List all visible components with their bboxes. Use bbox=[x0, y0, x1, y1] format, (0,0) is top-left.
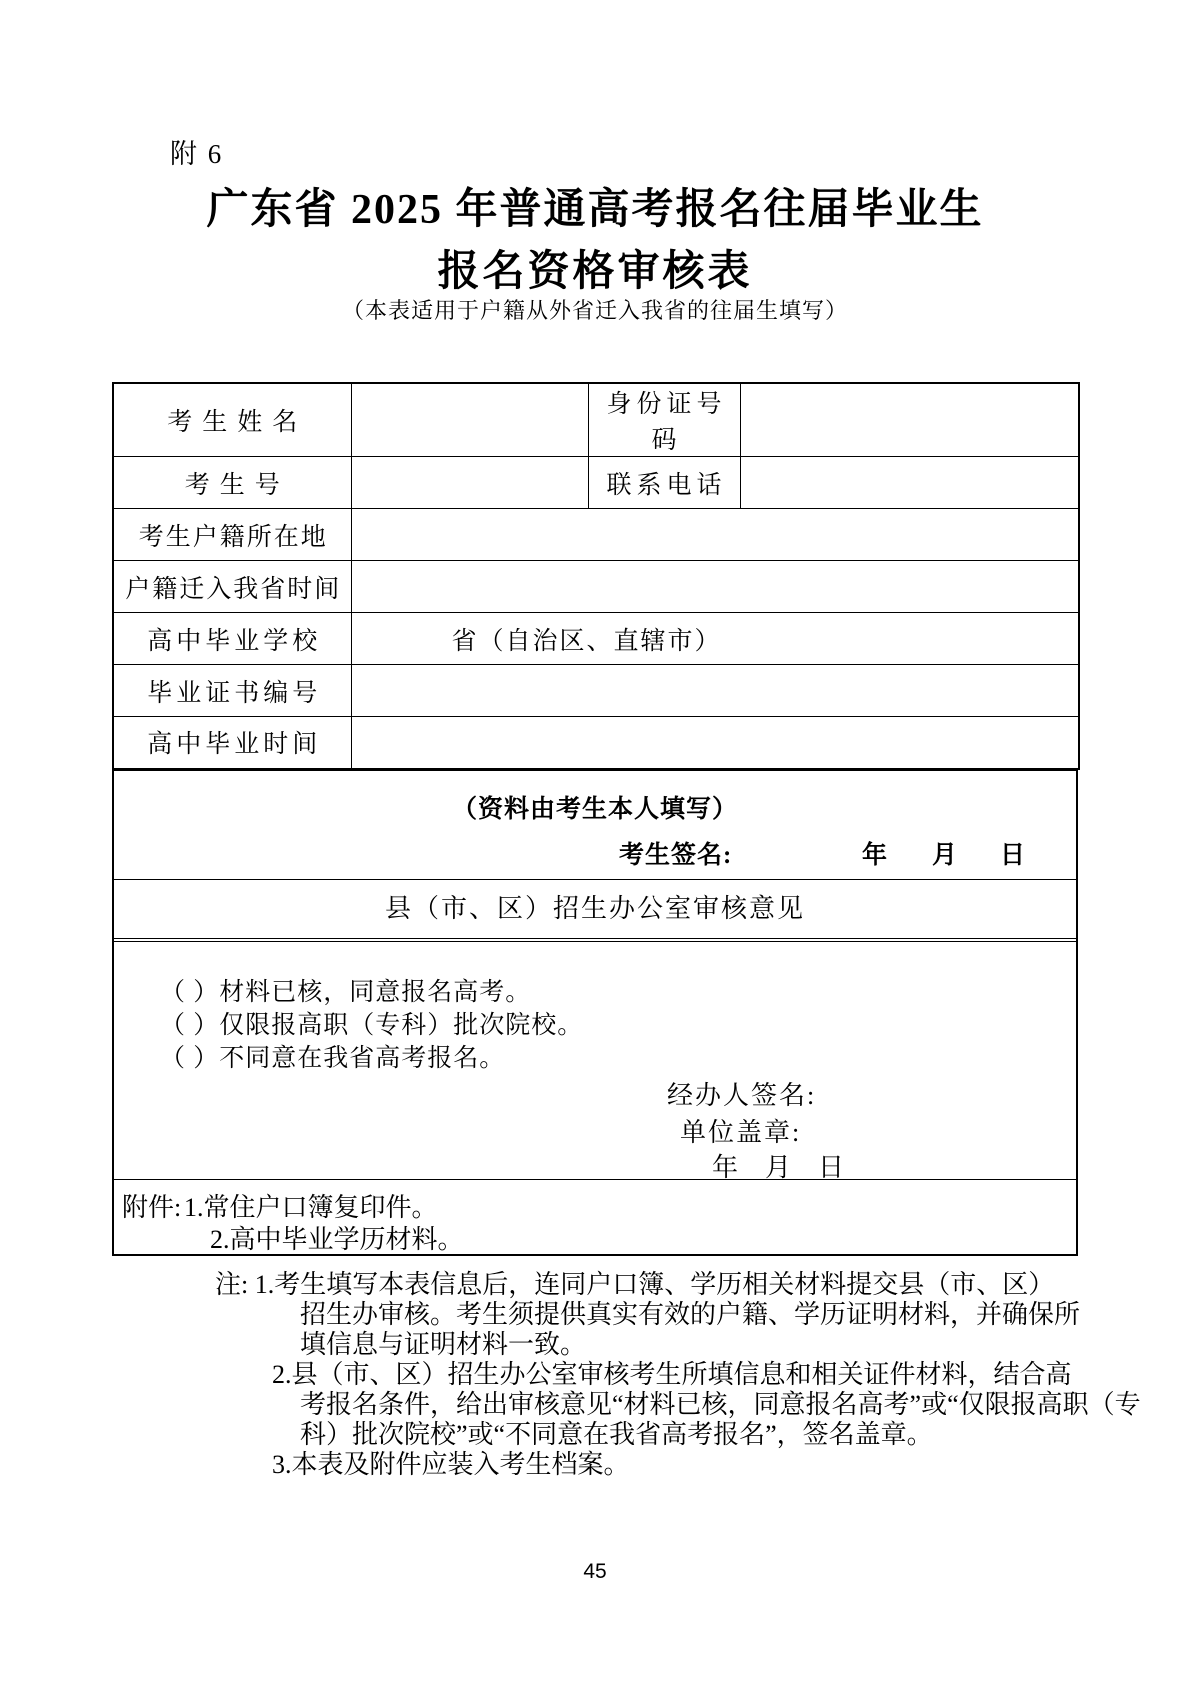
table-row bbox=[113, 561, 1079, 613]
page-number: 45 bbox=[583, 1560, 607, 1583]
residence-label: 考生户籍所在地 bbox=[113, 509, 351, 561]
review-options-section bbox=[114, 942, 1076, 1180]
move-in-date-input[interactable] bbox=[351, 561, 1079, 613]
note-line: 注: 1.考生填写本表信息后，连同户口簿、学历相关材料提交县（市、区） bbox=[215, 1270, 1055, 1299]
sign-month-label: 月 bbox=[932, 842, 958, 869]
page-title-line1: 广东省 2025 年普通高考报名往届毕业生 bbox=[206, 187, 984, 233]
date-year-label: 年 bbox=[712, 1153, 739, 1182]
option-approve: （ ）材料已核，同意报名高考。 bbox=[160, 979, 532, 1006]
name-input[interactable] bbox=[351, 383, 588, 457]
residence-input[interactable] bbox=[351, 509, 1079, 561]
graduation-school-input[interactable]: 省（自治区、直辖市） bbox=[351, 613, 1079, 665]
note-line: 2.县（市、区）招生办公室审核考生所填信息和相关证件材料，结合高 bbox=[272, 1360, 1072, 1389]
table-row bbox=[113, 457, 1079, 509]
graduation-date-input[interactable] bbox=[351, 717, 1079, 769]
sign-day-label: 日 bbox=[1000, 842, 1026, 869]
note-line: 3.本表及附件应装入考生档案。 bbox=[272, 1450, 630, 1479]
applicant-info-table bbox=[112, 382, 1080, 770]
table-row bbox=[113, 717, 1079, 769]
phone-input[interactable] bbox=[740, 457, 1079, 509]
attachments-section bbox=[114, 1180, 1076, 1254]
candidate-signature-label: 考生签名: bbox=[619, 842, 733, 869]
option-vocational-only: （ ）仅限报高职（专科）批次院校。 bbox=[160, 1012, 584, 1039]
appendix-label: 附 6 bbox=[170, 139, 224, 169]
review-table bbox=[112, 769, 1078, 1256]
table-row bbox=[113, 613, 1079, 665]
certificate-number-input[interactable] bbox=[351, 665, 1079, 717]
phone-label: 联系电话 bbox=[588, 457, 740, 509]
date-day-label: 日 bbox=[818, 1153, 845, 1182]
note-line: 科）批次院校”或“不同意在我省高考报名”，签名盖章。 bbox=[300, 1420, 933, 1449]
attachment-item: 1.常住户口簿复印件。 bbox=[184, 1193, 438, 1222]
office-review-header-row bbox=[114, 880, 1076, 942]
candidate-number-input[interactable] bbox=[351, 457, 588, 509]
certificate-number-label: 毕业证书编号 bbox=[113, 665, 351, 717]
name-label: 考生姓名 bbox=[113, 383, 351, 457]
table-row bbox=[113, 383, 1079, 457]
attachment-item: 2.高中毕业学历材料。 bbox=[210, 1225, 464, 1254]
candidate-number-label: 考生号 bbox=[113, 457, 351, 509]
notes-section bbox=[112, 1270, 1141, 1480]
table-row bbox=[113, 665, 1079, 717]
sign-year-label: 年 bbox=[862, 842, 888, 869]
self-fill-section bbox=[114, 771, 1076, 880]
date-month-label: 月 bbox=[765, 1153, 792, 1182]
option-reject: （ ）不同意在我省高考报名。 bbox=[160, 1045, 506, 1072]
office-review-header: 县（市、区）招生办公室审核意见 bbox=[384, 894, 805, 923]
unit-seal-label: 单位盖章: bbox=[680, 1118, 802, 1147]
move-in-date-label: 户籍迁入我省时间 bbox=[113, 561, 351, 613]
attachments-label: 附件: bbox=[122, 1193, 182, 1222]
table-row bbox=[113, 509, 1079, 561]
page-subtitle: （本表适用于户籍从外省迁入我省的往届生填写） bbox=[341, 298, 848, 323]
id-number-input[interactable] bbox=[740, 383, 1079, 457]
note-line: 招生办审核。考生须提供真实有效的户籍、学历证明材料，并确保所 bbox=[300, 1300, 1081, 1329]
note-line: 考报名条件，给出审核意见“材料已核，同意报名高考”或“仅限报高职（专 bbox=[300, 1390, 1141, 1419]
handler-signature-label: 经办人签名: bbox=[667, 1081, 817, 1110]
graduation-date-label: 高中毕业时间 bbox=[113, 717, 351, 769]
id-number-label: 身份证号码 bbox=[588, 383, 740, 457]
graduation-school-label: 高中毕业学校 bbox=[113, 613, 351, 665]
note-line: 填信息与证明材料一致。 bbox=[300, 1330, 587, 1359]
page-title-line2: 报名资格审核表 bbox=[437, 249, 753, 295]
self-fill-note: （资料由考生本人填写） bbox=[451, 796, 738, 823]
